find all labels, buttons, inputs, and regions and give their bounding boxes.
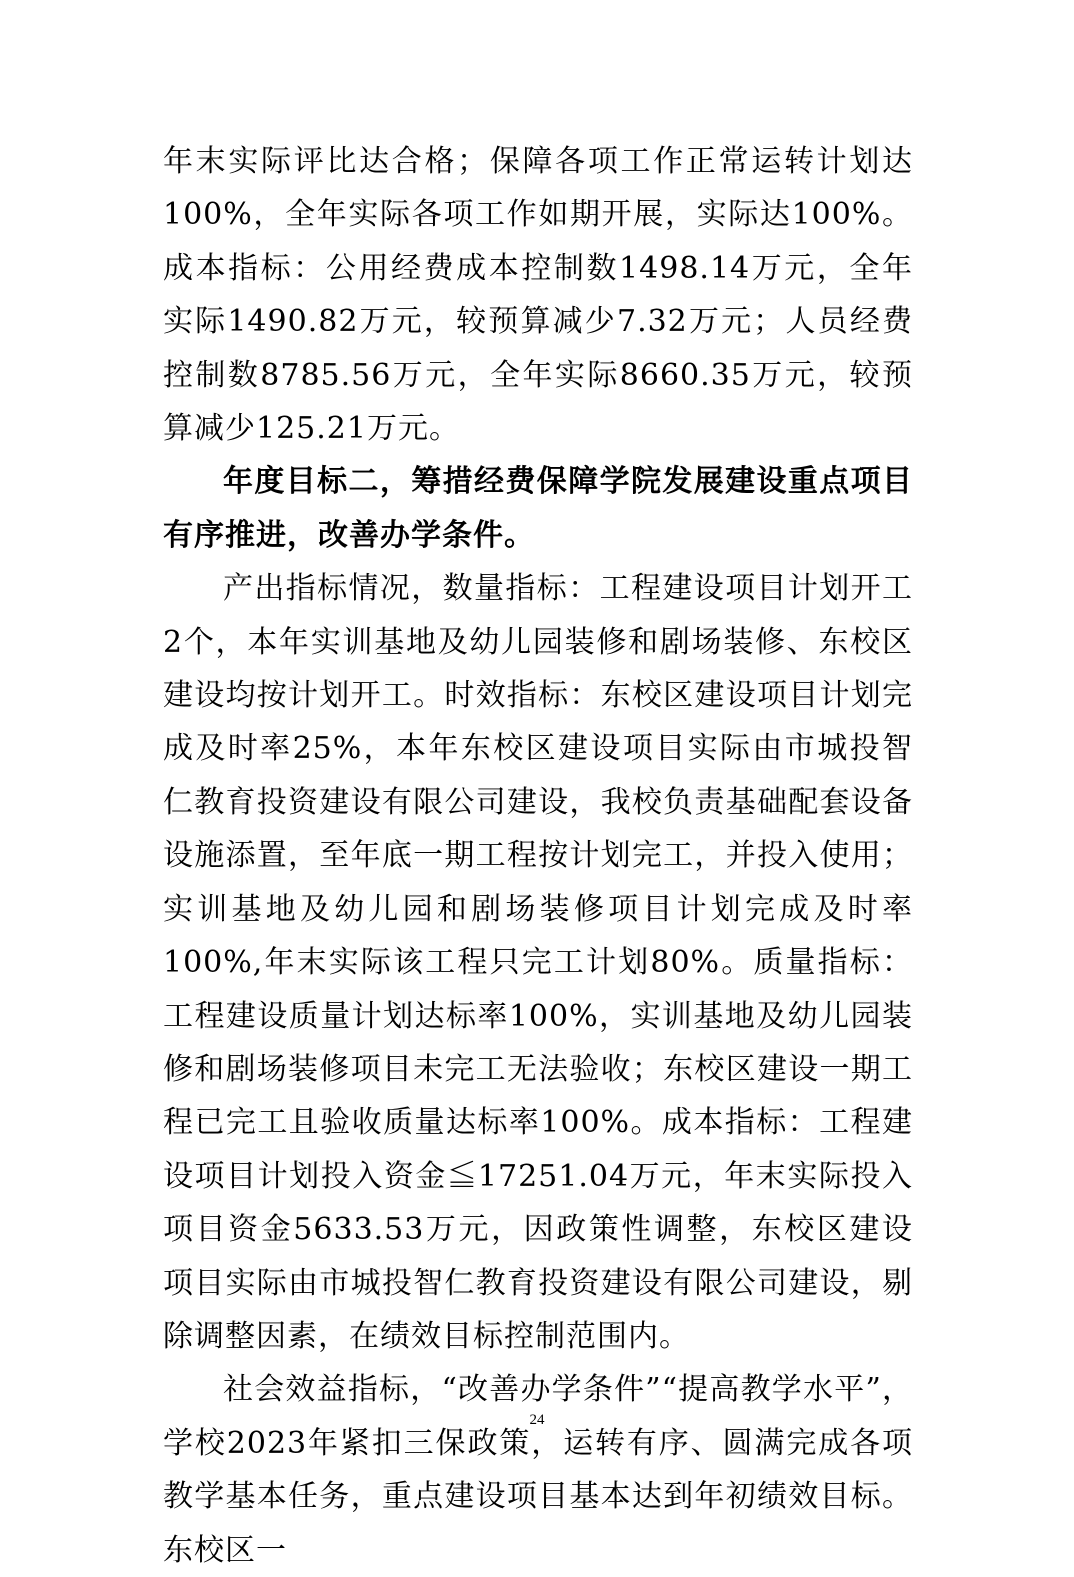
paragraph-output-indicators: 产出指标情况，数量指标：工程建设项目计划开工2个，本年实训基地及幼儿园装修和剧场装修、东校区建设均按计划开工。时效指标：东校区建设项目计划完成及时率25%，本年东校区建设项目实际由市城投智仁教育投资建设有限公司建设，我校负责基础配套设备设施添置，至年底一期工程按计划完工，并投入使用；实训基地及幼儿园和剧场装修项目计划完成及时率100%,年末实际该工程只完工计划80%。质量指标：工程建设质量计划达标率100%，实训基地及幼儿园装修和剧场装修项目未完工无法验收；东校区建设一期工程已完工且验收质量达标率100%。成本指标：工程建设项目计划投入资金≦17251.04万元，年末实际投入项目资金5633.53万元，因政策性调整，东校区建设项目实际由市城投智仁教育投资建设有限公司建设，剔除调整因素，在绩效目标控制范围内。 xyxy=(163,571,913,1354)
paragraph-cost-indicators: 年末实际评比达合格；保障各项工作正常运转计划达100%，全年实际各项工作如期开展，实际达100%。成本指标：公用经费成本控制数1498.14万元，全年实际1490.82万元，较预算减少7.32万元；人员经费控制数8785.56万元，全年实际8660.35万元，较预算减少125.21万元。 xyxy=(163,144,913,447)
document-body xyxy=(163,135,913,1577)
paragraph-social-benefit: 社会效益指标，“改善办学条件”“提高教学水平”，学校2023年紧扣三保政策，运转有序、圆满完成各项教学基本任务，重点建设项目基本达到年初绩效目标。东校区一 xyxy=(163,1372,913,1568)
annual-goal-two-heading: 年度目标二，筹措经费保障学院发展建设重点项目有序推进，改善办学条件。 xyxy=(163,464,913,553)
page-number: 24 xyxy=(529,1412,545,1428)
